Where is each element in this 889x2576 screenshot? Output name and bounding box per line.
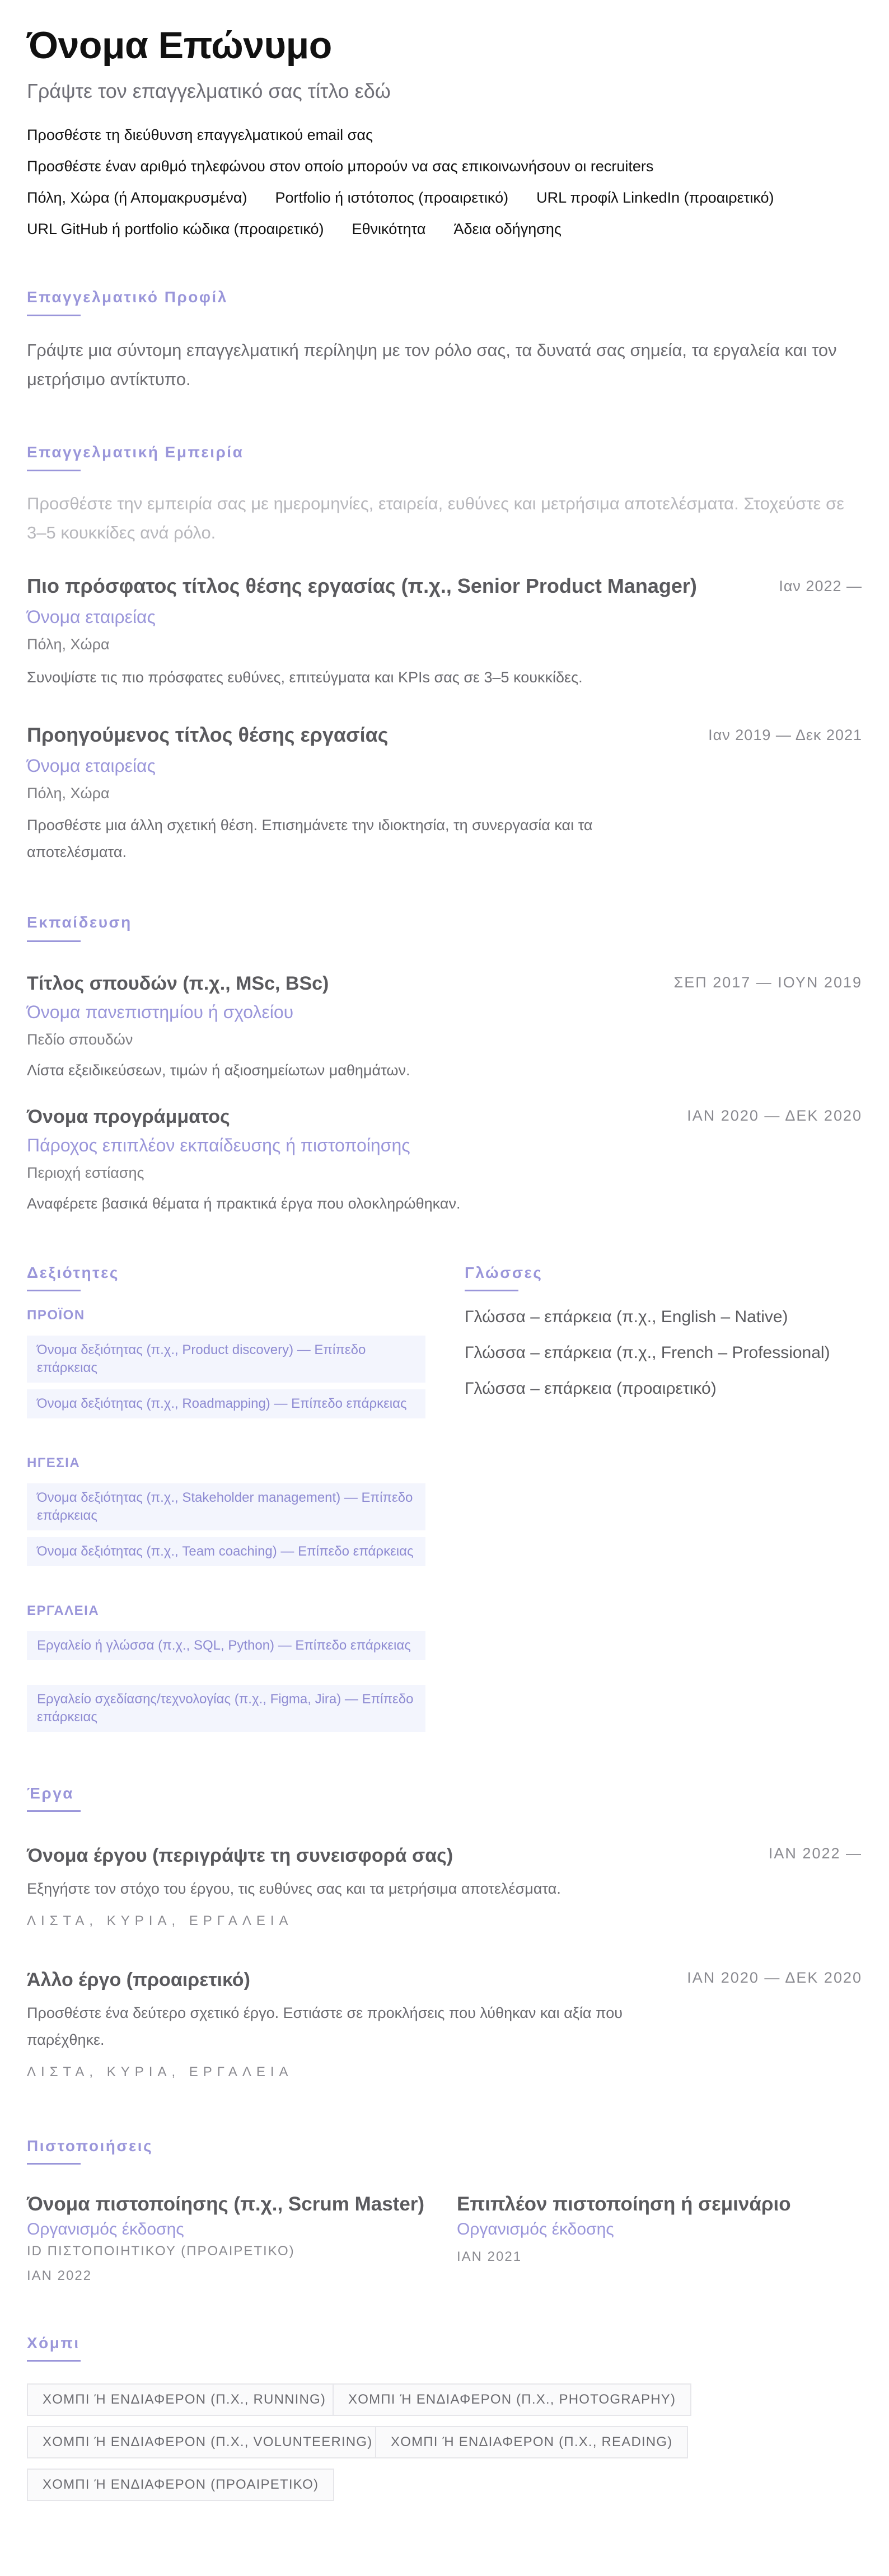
section-title-hobbies: Χόμπι — [27, 2334, 80, 2352]
skill-chip: Όνομα δεξιότητας (π.χ., Product discovery) — Επίπεδο επάρκειας — [27, 1336, 425, 1383]
skill-group-label: ΗΓΕΣΙΑ — [27, 1455, 81, 1470]
education-degree: Τίτλος σπουδών (π.χ., MSc, BSc) — [27, 973, 329, 994]
section-title-experience: Επαγγελματική Εμπειρία — [27, 443, 244, 461]
contact-row-1 — [27, 189, 802, 207]
skill-group-label: ΠΡΟΪΟΝ — [27, 1308, 85, 1323]
education-school: Όνομα πανεπιστημίου ή σχολείου — [27, 1002, 294, 1022]
certification-credential: ID ΠΙΣΤΟΠΟΙΗΤΙΚΟΥ (ΠΡΟΑΙΡΕΤΙΚΟ) — [27, 2244, 295, 2259]
contact-phone: Προσθέστε έναν αριθμό τηλεφώνου στον οποίο μπορούν να σας επικοινωνήσουν οι recruiters — [27, 158, 654, 175]
section-title-profile: Επαγγελματικό Προφίλ — [27, 288, 228, 306]
section-title-certifications: Πιστοποιήσεις — [27, 2137, 153, 2155]
experience-date: Ιαν 2019 — Δεκ 2021 — [708, 727, 862, 743]
hobby-tag: ΧΟΜΠΙ Ή ΕΝΔΙΑΦΕΡΟΝ (Π.Χ., VOLUNTEERING) — [27, 2426, 388, 2458]
project-name: Άλλο έργο (προαιρετικό) — [27, 1969, 250, 1990]
education-description: Λίστα εξειδικεύσεων, τιμών ή αξιοσημείωτων μαθημάτων. — [27, 1062, 410, 1079]
contact-location: Πόλη, Χώρα (ή Απομακρυσμένα) — [27, 189, 247, 206]
section-rule — [27, 940, 81, 942]
certification-issuer: Οργανισμός έκδοσης — [27, 2220, 184, 2238]
section-rule — [27, 2163, 81, 2165]
experience-location: Πόλη, Χώρα — [27, 785, 110, 802]
project-tools: ΛΙΣΤΑ, ΚΥΡΙΑ, ΕΡΓΑΛΕΙΑ — [27, 1913, 293, 1928]
hobby-tag: ΧΟΜΠΙ Ή ΕΝΔΙΑΦΕΡΟΝ (ΠΡΟΑΙΡΕΤΙΚΟ) — [27, 2469, 334, 2501]
experience-description: Συνοψίστε τις πιο πρόσφατες ευθύνες, επιτεύγματα και KPIs σας σε 3–5 κουκκίδες. — [27, 669, 583, 686]
section-rule — [465, 1290, 518, 1291]
language-item: Γλώσσα – επάρκεια (προαιρετικό) — [465, 1379, 717, 1398]
resume-headline: Γράψτε τον επαγγελματικό σας τίτλο εδώ — [27, 79, 391, 102]
education-field: Πεδίο σπουδών — [27, 1031, 133, 1048]
certification-date: ΙΑΝ 2021 — [457, 2249, 522, 2264]
section-rule — [27, 2360, 81, 2362]
project-description: Προσθέστε ένα δεύτερο σχετικό έργο. Εστιάστε σε προκλήσεις που λύθηκαν και αξία που παρέχθηκε. — [27, 2004, 623, 2048]
experience-role: Πιο πρόσφατος τίτλος θέσης εργασίας (π.χ., Senior Product Manager) — [27, 574, 697, 597]
section-rule — [27, 1290, 81, 1291]
section-title-projects: Έργα — [27, 1785, 74, 1802]
contact-license: Άδεια οδήγησης — [453, 221, 562, 237]
certification-name: Όνομα πιστοποίησης (π.χ., Scrum Master) — [27, 2193, 425, 2215]
hobby-tag: ΧΟΜΠΙ Ή ΕΝΔΙΑΦΕΡΟΝ (Π.Χ., PHOTOGRAPHY) — [333, 2383, 691, 2416]
education-date: ΙΑΝ 2020 — ΔΕΚ 2020 — [687, 1107, 862, 1124]
project-date: ΙΑΝ 2020 — ΔΕΚ 2020 — [687, 1969, 862, 1986]
education-degree: Όνομα προγράμματος — [27, 1106, 230, 1127]
section-title-skills: Δεξιότητες — [27, 1264, 119, 1281]
experience-role: Προηγούμενος τίτλος θέσης εργασίας — [27, 723, 389, 746]
contact-github: URL GitHub ή portfolio κώδικα (προαιρετικό) — [27, 221, 324, 237]
hobby-tag: ΧΟΜΠΙ Ή ΕΝΔΙΑΦΕΡΟΝ (Π.Χ., RUNNING) — [27, 2383, 341, 2416]
experience-description: Προσθέστε μια άλλη σχετική θέση. Επισημάνετε την ιδιοκτησία, τη συνεργασία και τα αποτελέσματα. — [27, 817, 593, 860]
education-field: Περιοχή εστίασης — [27, 1164, 144, 1181]
skill-chip: Όνομα δεξιότητας (π.χ., Roadmapping) — Επίπεδο επάρκειας — [27, 1389, 425, 1418]
project-tools: ΛΙΣΤΑ, ΚΥΡΙΑ, ΕΡΓΑΛΕΙΑ — [27, 2064, 293, 2079]
certification-issuer: Οργανισμός έκδοσης — [457, 2220, 614, 2238]
section-rule — [27, 315, 81, 316]
experience-location: Πόλη, Χώρα — [27, 636, 110, 653]
experience-company: Όνομα εταιρείας — [27, 607, 156, 627]
contact-nationality: Εθνικότητα — [352, 221, 426, 237]
hobby-tag: ΧΟΜΠΙ Ή ΕΝΔΙΑΦΕΡΟΝ (Π.Χ., READING) — [375, 2426, 688, 2458]
project-name: Όνομα έργου (περιγράψτε τη συνεισφορά σας) — [27, 1845, 453, 1866]
skill-chip: Εργαλείο ή γλώσσα (π.χ., SQL, Python) — Επίπεδο επάρκειας — [27, 1631, 425, 1660]
experience-company: Όνομα εταιρείας — [27, 756, 156, 776]
certification-name: Επιπλέον πιστοποίηση ή σεμινάριο — [457, 2193, 791, 2215]
certification-date: ΙΑΝ 2022 — [27, 2268, 92, 2283]
contact-linkedin: URL προφίλ LinkedIn (προαιρετικό) — [536, 189, 774, 206]
skill-chip: Όνομα δεξιότητας (π.χ., Stakeholder management) — Επίπεδο επάρκειας — [27, 1483, 425, 1530]
section-title-education: Εκπαίδευση — [27, 914, 132, 931]
contact-email: Προσθέστε τη διεύθυνση επαγγελματικού email σας — [27, 127, 373, 143]
experience-intro: Προσθέστε την εμπειρία σας με ημερομηνίες, εταιρεία, ευθύνες και μετρήσιμα αποτελέσματα. Στοχεύστε σε 3–5 κουκκίδες ανά ρόλο. — [27, 494, 845, 542]
experience-date: Ιαν 2022 — — [779, 578, 862, 594]
contact-portfolio: Portfolio ή ιστότοπος (προαιρετικό) — [275, 189, 509, 206]
section-rule — [27, 1810, 81, 1812]
language-item: Γλώσσα – επάρκεια (π.χ., French – Professional) — [465, 1343, 830, 1362]
contact-row-2 — [27, 221, 589, 238]
skill-group-label: ΕΡΓΑΛΕΙΑ — [27, 1603, 100, 1618]
resume-name: Όνομα Επώνυμο — [27, 24, 332, 67]
skill-chip: Όνομα δεξιότητας (π.χ., Team coaching) — Επίπεδο επάρκειας — [27, 1537, 425, 1566]
education-description: Αναφέρετε βασικά θέματα ή πρακτικά έργα που ολοκληρώθηκαν. — [27, 1195, 461, 1212]
project-description: Εξηγήστε τον στόχο του έργου, τις ευθύνες σας και τα μετρήσιμα αποτελέσματα. — [27, 1880, 561, 1897]
skill-chip: Εργαλείο σχεδίασης/τεχνολογίας (π.χ., Figma, Jira) — Επίπεδο επάρκειας — [27, 1685, 425, 1732]
education-date: ΣΕΠ 2017 — ΙΟΥΝ 2019 — [673, 974, 862, 991]
education-school: Πάροχος επιπλέον εκπαίδευσης ή πιστοποίησης — [27, 1135, 410, 1155]
profile-summary: Γράψτε μια σύντομη επαγγελματική περίληψη με τον ρόλο σας, τα δυνατά σας σημεία, τα εργαλεία και τον μετρήσιμο αντίκτυπο. — [27, 340, 837, 389]
language-item: Γλώσσα – επάρκεια (π.χ., English – Native) — [465, 1308, 788, 1326]
section-rule — [27, 470, 81, 471]
project-date: ΙΑΝ 2022 — — [768, 1845, 862, 1862]
section-title-languages: Γλώσσες — [465, 1264, 543, 1281]
